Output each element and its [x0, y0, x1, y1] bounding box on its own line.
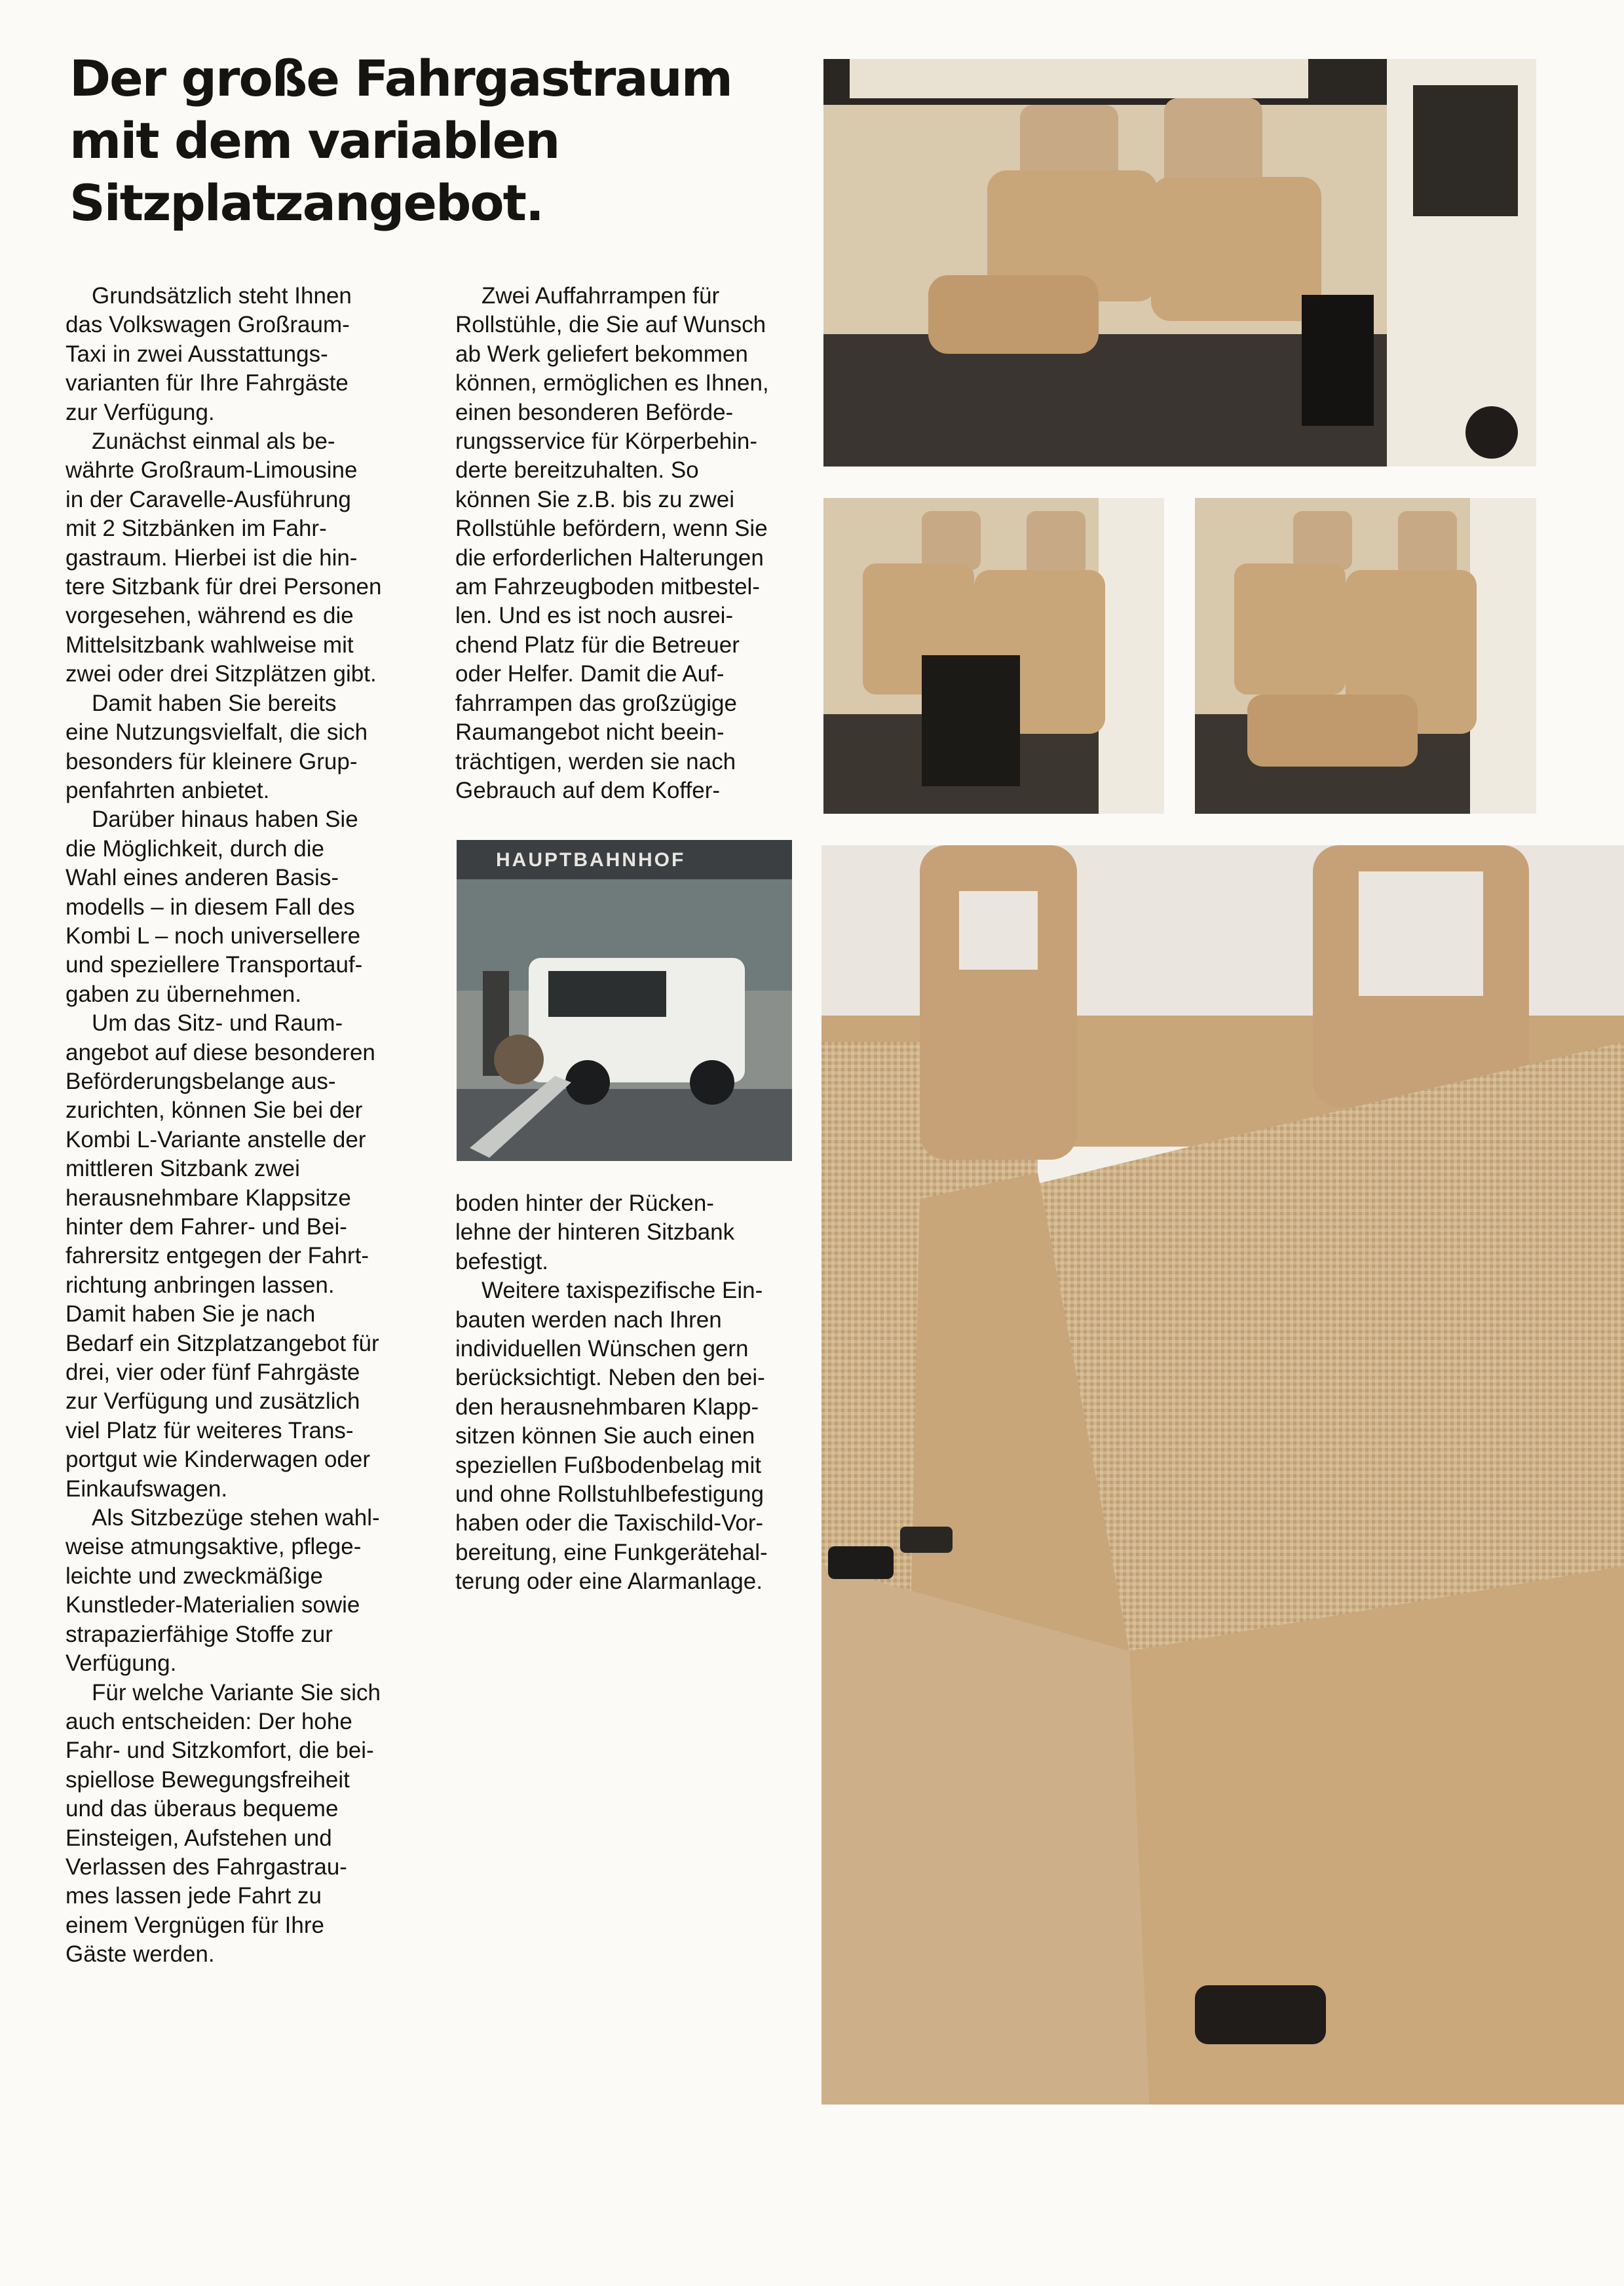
text-line: die Möglichkeit, durch die — [66, 835, 324, 862]
text-line: einen besonderen Beförde- — [455, 399, 734, 425]
text-line: chend Platz für die Betreuer — [455, 632, 740, 658]
text-line: rungsservice für Körperbehin- — [455, 429, 758, 455]
station-sign: HAUPTBAHNHOF — [496, 849, 686, 871]
text-line: Kombi L – noch universellere — [66, 923, 361, 949]
text-line: am Fahrzeugboden mitbestel- — [455, 574, 760, 600]
folding-seat-photo-1 — [823, 498, 1164, 814]
body-paragraph — [66, 805, 432, 1009]
text-line: Grundsätzlich steht Ihnen — [92, 283, 352, 309]
text-line: speziellen Fußbodenbelag mit — [455, 1452, 761, 1478]
body-paragraph — [455, 1276, 809, 1596]
text-line: mittleren Sitzbank zwei — [66, 1156, 300, 1182]
body-column-2-continued — [455, 1189, 809, 1597]
text-line: oder Helfer. Damit die Auf- — [455, 661, 725, 687]
text-line: weise atmungsaktive, pflege- — [66, 1534, 362, 1560]
body-paragraph — [66, 282, 432, 427]
text-line: Einsteigen, Aufstehen und — [66, 1825, 332, 1851]
text-line: bereitung, eine Funkgerätehal- — [455, 1539, 768, 1565]
text-line: Damit haben Sie bereits — [92, 690, 337, 716]
text-line: portgut wie Kinderwagen oder — [66, 1447, 371, 1473]
text-line: zur Verfügung. — [66, 399, 215, 425]
body-paragraph — [66, 689, 432, 806]
body-paragraph — [66, 1504, 432, 1678]
text-line: Fahr- und Sitzkomfort, die bei- — [66, 1738, 374, 1764]
text-line: Als Sitzbezüge stehen wahl- — [92, 1505, 380, 1531]
text-line: mit 2 Sitzbänken im Fahr- — [66, 516, 327, 542]
text-line: ab Werk geliefert bekommen — [455, 341, 748, 367]
headline-line: mit dem variablen — [69, 111, 559, 170]
text-line: gaben zu übernehmen. — [66, 981, 301, 1007]
text-line: spiellose Bewegungsfreiheit — [66, 1766, 350, 1793]
text-line: Bedarf ein Sitzplatzangebot für — [66, 1330, 379, 1356]
text-line: und das überaus bequeme — [66, 1796, 339, 1822]
text-line: gastraum. Hierbei ist die hin- — [66, 544, 358, 571]
text-line: trächtigen, werden sie nach — [455, 748, 736, 774]
body-paragraph — [66, 1009, 432, 1504]
text-line: können, ermöglichen es Ihnen, — [455, 370, 769, 396]
text-line: Einkaufswagen. — [66, 1476, 228, 1502]
rear-bench-seat-photo — [821, 845, 1624, 2105]
text-line: währte Großraum-Limousine — [66, 457, 358, 484]
text-line: fahrrampen das großzügige — [455, 690, 737, 716]
text-line: sitzen können Sie auch einen — [455, 1423, 755, 1449]
text-line: leichte und zweckmäßige — [66, 1563, 323, 1589]
text-line: mes lassen jede Fahrt zu — [66, 1883, 322, 1909]
body-column-2 — [455, 282, 809, 805]
headline-line: Sitzplatzangebot. — [69, 174, 543, 232]
text-line: derte bereitzuhalten. So — [455, 457, 699, 484]
headline-line: Der große Fahrgastraum — [69, 49, 732, 107]
body-paragraph — [66, 427, 432, 689]
text-line: befestigt. — [455, 1248, 549, 1274]
text-line: Damit haben Sie je nach — [66, 1301, 316, 1327]
text-line: lehne der hinteren Sitzbank — [455, 1219, 735, 1246]
text-line: zurichten, können Sie bei der — [66, 1097, 363, 1124]
text-line: zwei oder drei Sitzplätzen gibt. — [66, 661, 377, 687]
text-line: Kunstleder-Materialien sowie — [66, 1592, 360, 1618]
text-line: einem Vergnügen für Ihre — [66, 1912, 324, 1938]
van-interior-photo — [823, 59, 1536, 467]
text-line: Verfügung. — [66, 1650, 177, 1677]
body-paragraph — [455, 282, 809, 805]
text-line: besonders für kleinere Grup- — [66, 748, 358, 774]
text-line: die erforderlichen Halterungen — [455, 544, 764, 571]
text-line: Taxi in zwei Ausstattungs- — [66, 341, 328, 367]
text-line: drei, vier oder fünf Fahrgäste — [66, 1360, 360, 1386]
text-line: terung oder eine Alarmanlage. — [455, 1569, 763, 1595]
text-line: Rollstühle befördern, wenn Sie — [455, 516, 768, 542]
text-line: und speziellere Transportauf- — [66, 952, 363, 978]
text-line: Mittelsitzbank wahlweise mit — [66, 632, 354, 658]
text-line: varianten für Ihre Fahrgäste — [66, 370, 349, 396]
text-line: bauten werden nach Ihren — [455, 1306, 722, 1333]
text-line: Kombi L-Variante anstelle der — [66, 1126, 366, 1153]
text-line: tere Sitzbank für drei Personen — [66, 574, 382, 600]
text-line: Gebrauch auf dem Koffer- — [455, 777, 721, 803]
text-line: richtung anbringen lassen. — [66, 1272, 335, 1298]
text-line: eine Nutzungsvielfalt, die sich — [66, 719, 368, 746]
text-line: zur Verfügung und zusätzlich — [66, 1388, 360, 1415]
body-paragraph — [455, 1189, 809, 1276]
text-line: len. Und es ist noch ausrei- — [455, 603, 734, 629]
folding-seat-photo-2 — [1195, 498, 1536, 814]
body-column-1 — [66, 282, 432, 1970]
text-line: Für welche Variante Sie sich — [92, 1679, 381, 1705]
text-line: und ohne Rollstuhlbefestigung — [455, 1481, 764, 1508]
text-line: viel Platz für weiteres Trans- — [66, 1417, 354, 1443]
text-line: herausnehmbare Klappsitze — [66, 1185, 351, 1211]
text-line: Beförderungsbelange aus- — [66, 1068, 336, 1094]
text-line: individuellen Wünschen gern — [455, 1336, 749, 1362]
headline — [69, 47, 810, 234]
text-line: Verlassen des Fahrgastrau- — [66, 1854, 347, 1880]
text-line: haben oder die Taxischild-Vor- — [455, 1510, 764, 1536]
text-line: Zwei Auffahrrampen für — [482, 283, 720, 309]
text-line: Gäste werden. — [66, 1941, 215, 1968]
text-line: das Volkswagen Großraum- — [66, 312, 350, 338]
text-line: modells – in diesem Fall des — [66, 894, 355, 920]
text-line: auch entscheiden: Der hohe — [66, 1708, 352, 1734]
text-line: boden hinter der Rücken- — [455, 1191, 714, 1216]
text-line: den herausnehmbaren Klapp- — [455, 1394, 759, 1420]
text-line: hinter dem Fahrer- und Bei- — [66, 1214, 347, 1240]
text-line: Wahl eines anderen Basis- — [66, 865, 339, 891]
text-line: Darüber hinaus haben Sie — [92, 807, 358, 833]
body-paragraph — [66, 1679, 432, 1970]
text-line: in der Caravelle-Ausführung — [66, 486, 351, 512]
text-line: Raumangebot nicht beein- — [455, 719, 725, 746]
text-line: penfahrten anbietet. — [66, 777, 270, 803]
text-line: Weitere taxispezifische Ein- — [482, 1278, 763, 1304]
text-line: können Sie z.B. bis zu zwei — [455, 486, 735, 512]
text-line: strapazierfähige Stoffe zur — [66, 1621, 333, 1647]
text-line: Um das Sitz- und Raum- — [92, 1010, 343, 1037]
text-line: Rollstühle, die Sie auf Wunsch — [455, 312, 766, 338]
text-line: Zunächst einmal als be- — [92, 429, 335, 455]
text-line: vorgesehen, während es die — [66, 603, 354, 629]
text-line: berücksichtigt. Neben den bei- — [455, 1365, 765, 1391]
taxi-wheelchair-ramp-photo — [457, 840, 792, 1161]
text-line: angebot auf diese besonderen — [66, 1039, 375, 1065]
text-line: fahrersitz entgegen der Fahrt- — [66, 1243, 369, 1269]
